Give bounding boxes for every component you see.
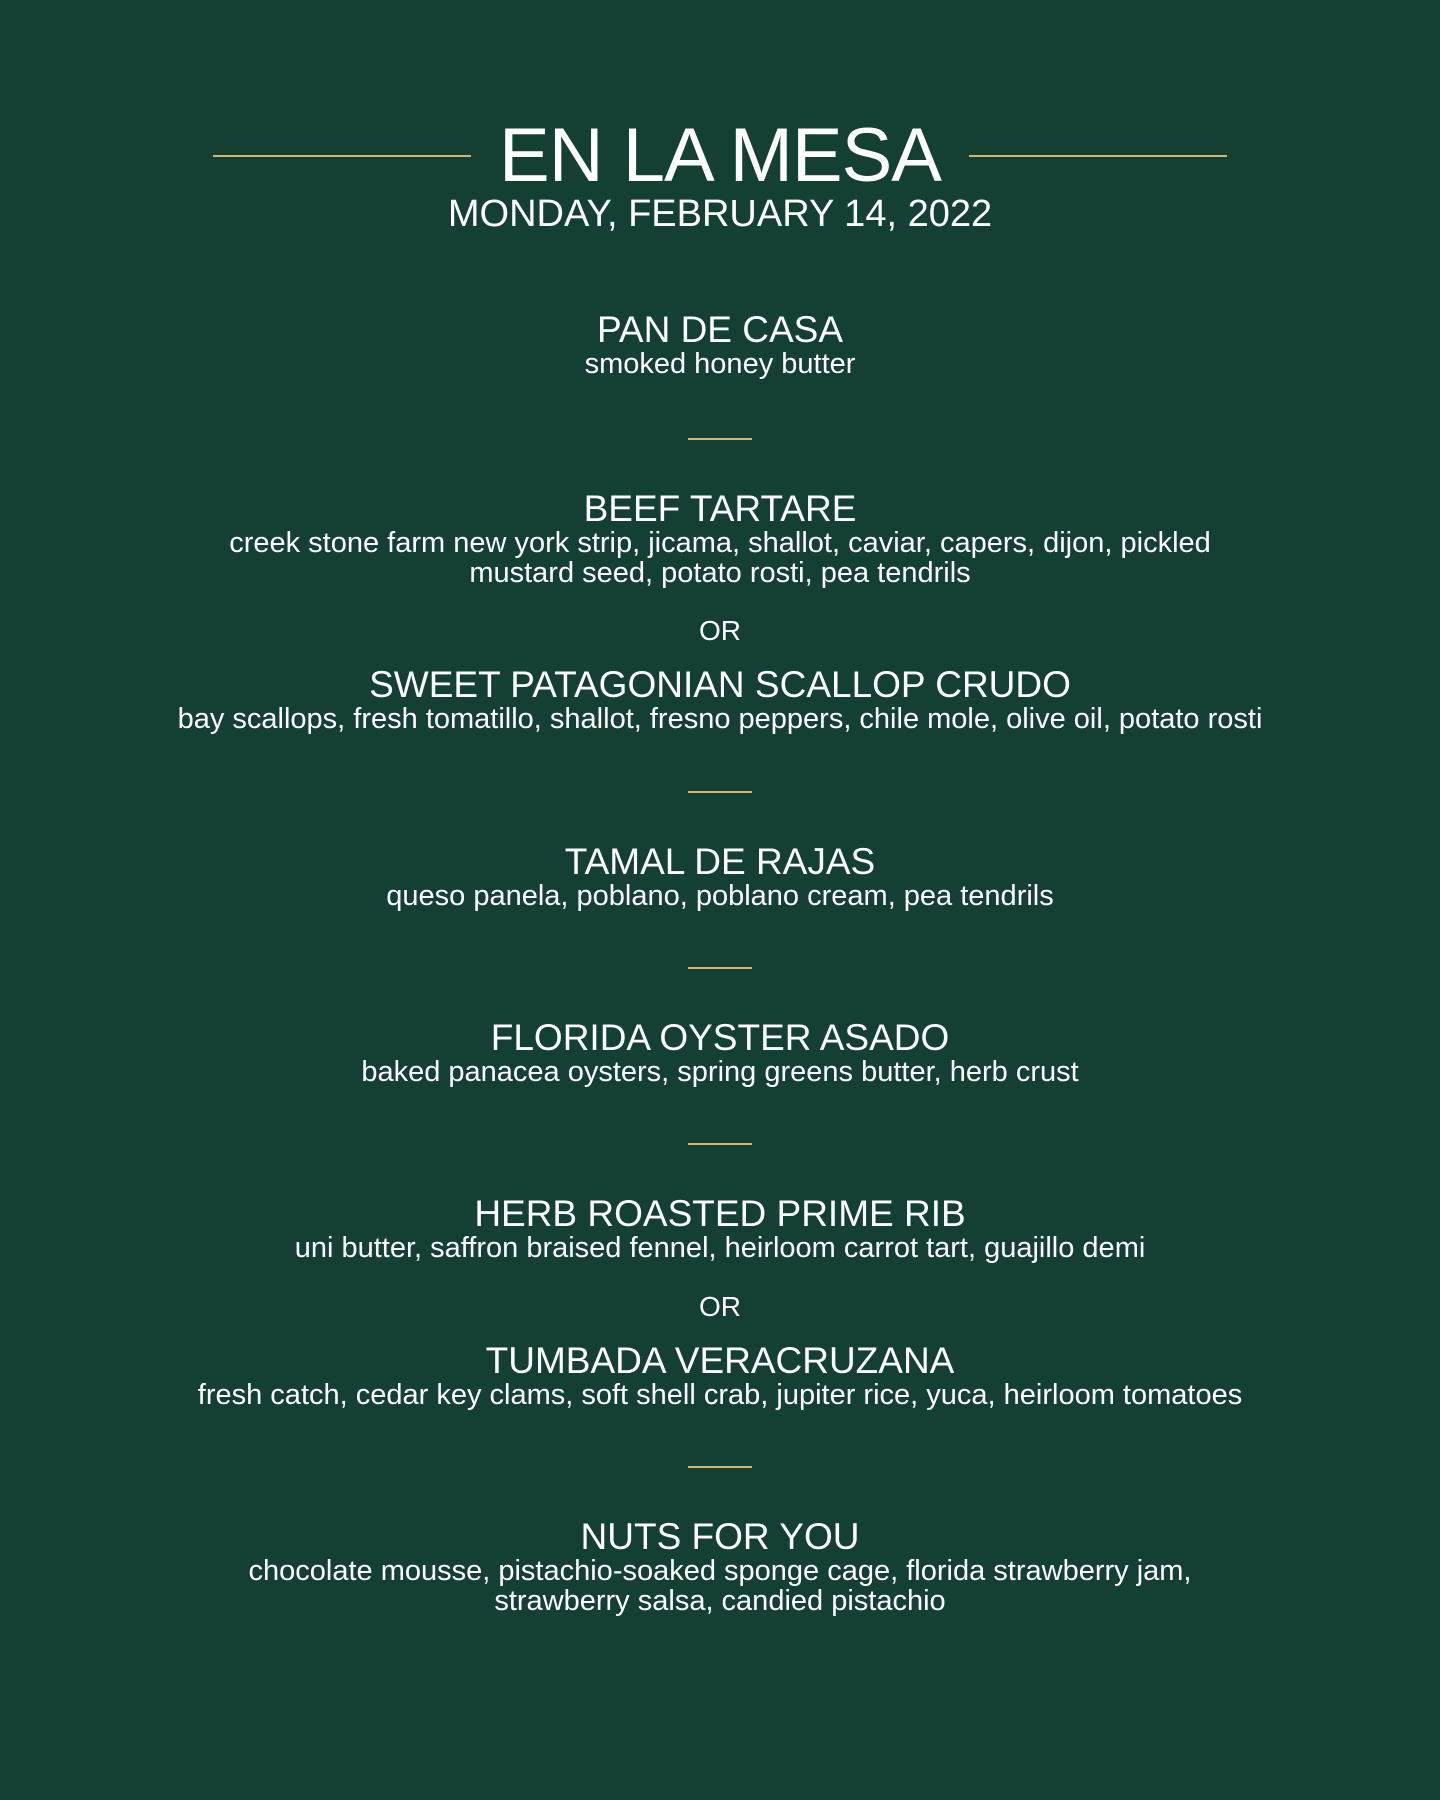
dish-name: NUTS FOR YOU: [580, 1516, 860, 1557]
course-divider: [688, 1466, 752, 1468]
dish-name: FLORIDA OYSTER ASADO: [490, 1017, 950, 1058]
or-separator: OR: [699, 615, 741, 646]
menu-title: EN LA MESA: [499, 113, 941, 198]
dish-name: BEEF TARTARE: [583, 488, 857, 529]
dish-description: smoked honey butter: [584, 348, 856, 380]
course-divider: [688, 967, 752, 969]
course-pan-de-casa: [0, 311, 1440, 379]
course-prime-rib: [0, 1195, 1440, 1263]
course-oyster-asado: [0, 1019, 1440, 1087]
dish-description: bay scallops, fresh tomatillo, shallot, fresno peppers, chile mole, olive oil, potato rosti: [177, 703, 1263, 735]
dish-description-line-2: mustard seed, potato rosti, pea tendrils: [469, 557, 971, 589]
or-separator: OR: [699, 1291, 741, 1322]
title-right-rule: [969, 155, 1227, 157]
course-divider: [688, 1143, 752, 1145]
dish-name: SWEET PATAGONIAN SCALLOP CRUDO: [369, 664, 1071, 705]
course-divider: [688, 791, 752, 793]
dish-description: queso panela, poblano, poblano cream, pea tendrils: [386, 880, 1054, 912]
menu-date: MONDAY, FEBRUARY 14, 2022: [447, 193, 993, 235]
dish-name: HERB ROASTED PRIME RIB: [474, 1193, 966, 1234]
dish-description: uni butter, saffron braised fennel, heirloom carrot tart, guajillo demi: [294, 1232, 1146, 1264]
dish-description-line-1: chocolate mousse, pistachio-soaked sponge cage, florida strawberry jam,: [248, 1555, 1192, 1587]
dish-description-line-1: creek stone farm new york strip, jicama, shallot, caviar, capers, dijon, pickled: [229, 527, 1211, 559]
menu-header: [0, 110, 1440, 236]
dish-name: TUMBADA VERACRUZANA: [485, 1340, 955, 1381]
dish-name: PAN DE CASA: [596, 309, 844, 350]
course-divider: [688, 438, 752, 440]
course-nuts-for-you: [0, 1518, 1440, 1616]
title-left-rule: [213, 155, 471, 157]
course-beef-tartare: [0, 490, 1440, 588]
course-scallop-crudo: [0, 666, 1440, 734]
dish-description-line-2: strawberry salsa, candied pistachio: [494, 1585, 946, 1617]
title-row: [0, 110, 1440, 202]
dish-description: baked panacea oysters, spring greens butter, herb crust: [361, 1056, 1079, 1088]
dish-name: TAMAL DE RAJAS: [564, 841, 876, 882]
course-tumbada-veracruzana: [0, 1342, 1440, 1410]
dish-description: fresh catch, cedar key clams, soft shell crab, jupiter rice, yuca, heirloom tomatoes: [197, 1379, 1243, 1411]
course-tamal-de-rajas: [0, 843, 1440, 911]
